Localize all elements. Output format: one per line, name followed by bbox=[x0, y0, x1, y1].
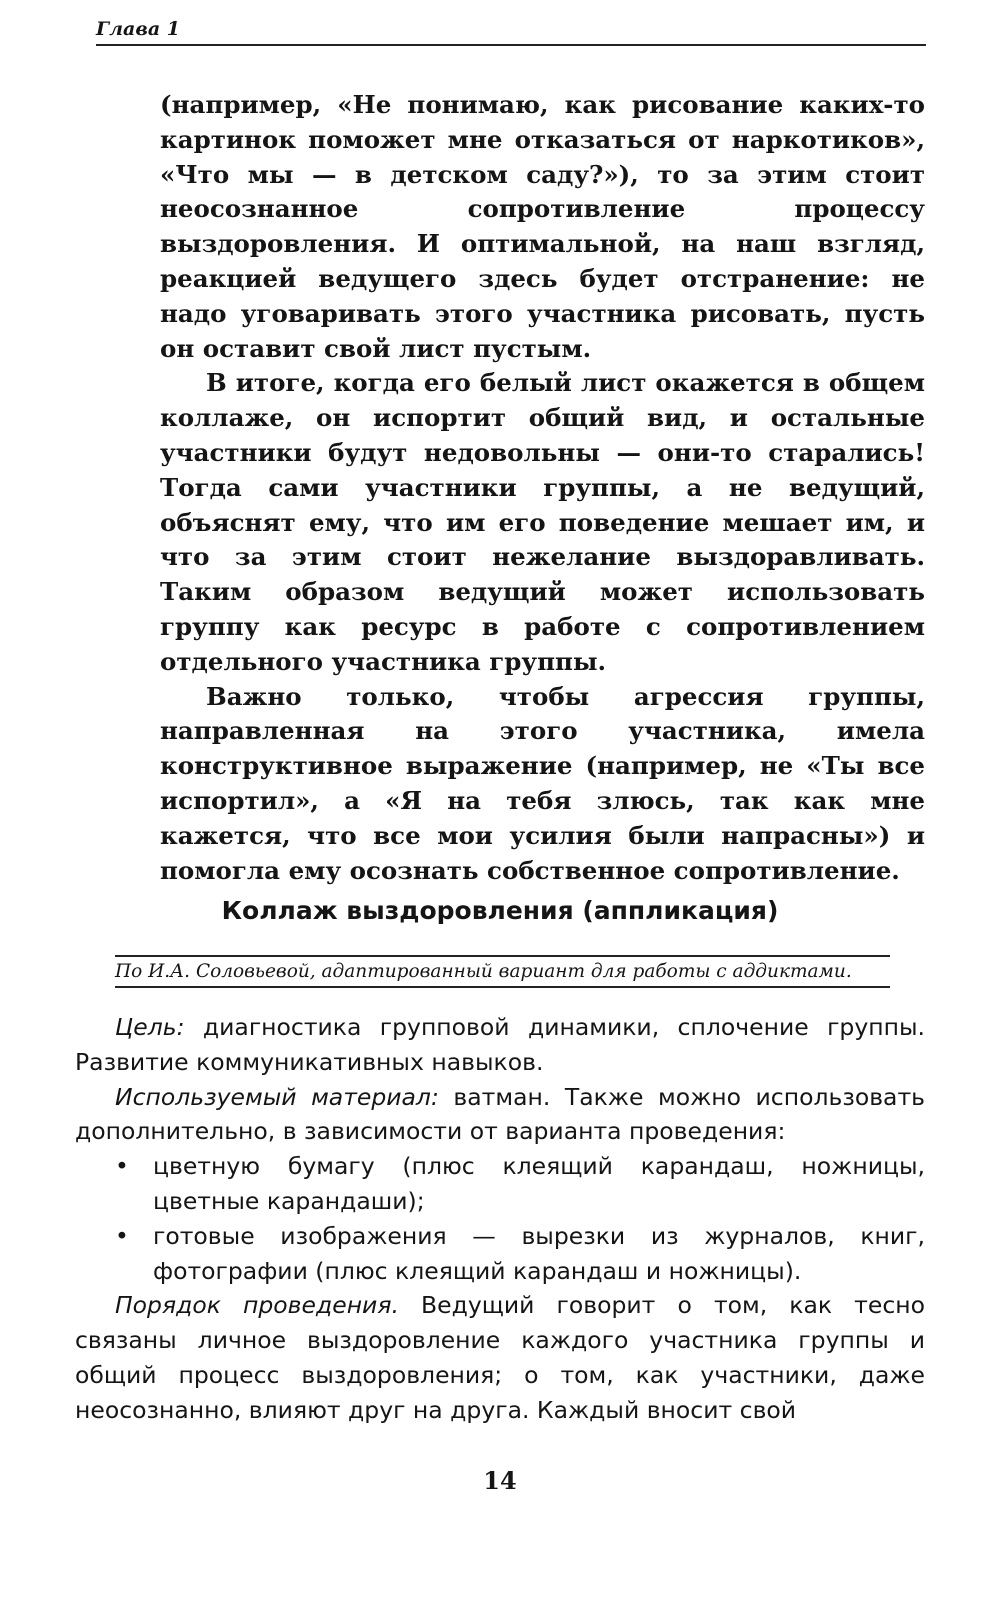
section-title: Коллаж выздоровления (аппликация) bbox=[221, 896, 779, 925]
list-item-text: цветную бумагу (плюс клеящий карандаш, ножницы, цветные карандаши); bbox=[153, 1152, 925, 1215]
paragraph: Важно только, чтобы агрессия группы, направленная на этого участника, имела конструктивное выражение (например, не «Ты все испортил», а «Я на тебя злюсь, так как мне кажется, что все мои усилия были напрасны») и помогла ему осознать собственное сопротивление. bbox=[160, 681, 925, 885]
chapter-label: Глава 1 bbox=[96, 18, 180, 40]
material-text: ватман. Также можно использовать дополнительно, в зависимости от варианта проведения: bbox=[75, 1082, 925, 1146]
goal-paragraph bbox=[75, 1010, 925, 1080]
goal-text: диагностика групповой динамики, сплочение группы. Развитие коммуникативных навыков. bbox=[75, 1013, 925, 1076]
list-item bbox=[115, 1219, 925, 1289]
bullet-icon: • bbox=[115, 1152, 129, 1181]
material-list bbox=[75, 1149, 925, 1288]
procedure-paragraph bbox=[75, 1288, 925, 1427]
procedure-text: Ведущий говорит о том, как тесно связаны личное выздоровление каждого участника группы и общий процесс выздоровления; о том, как участники, даже неосознанно, влияют друг на друга. Каждый вносит свой bbox=[75, 1291, 925, 1424]
material-label: Используемый материал: bbox=[115, 1082, 439, 1111]
list-item bbox=[115, 1149, 925, 1219]
running-header bbox=[96, 18, 926, 46]
upper-text-block bbox=[160, 88, 925, 888]
goal-label: Цель: bbox=[115, 1013, 185, 1041]
attribution: По И.А. Соловьевой, адаптированный вариант для работы с аддиктами. bbox=[115, 955, 890, 988]
lower-text-block bbox=[75, 1010, 925, 1428]
paragraph: В итоге, когда его белый лист окажется в общем коллаже, он испортит общий вид, и остальные участники будут недовольны — они-то старались! Тогда сами участники группы, а не ведущий, объяснят ему, что им его поведение мешает им, и что за этим стоит нежелание выздоравливать. Таким образом ведущий может использовать группу как ресурс в работе с сопротивлением отдельного участника группы. bbox=[160, 368, 925, 676]
paragraph: (например, «Не понимаю, как рисование каких-то картинок поможет мне отказаться от наркотиков», «Что мы — в детском саду?»), то за этим стоит неосознанное сопротивление процессу выздоровления. И оптимальной, на наш взгляд, реакцией ведущего здесь будет отстранение: не надо уговаривать этого участника рисовать, пусть он оставит свой лист пустым. bbox=[160, 90, 925, 363]
page-number: 14 bbox=[483, 1466, 517, 1495]
material-paragraph bbox=[75, 1080, 925, 1150]
procedure-label: Порядок проведения. bbox=[115, 1291, 399, 1320]
list-item-text: готовые изображения — вырезки из журналов, книг, фотографии (плюс клеящий карандаш и ножницы). bbox=[153, 1221, 925, 1285]
bullet-icon: • bbox=[115, 1221, 129, 1250]
